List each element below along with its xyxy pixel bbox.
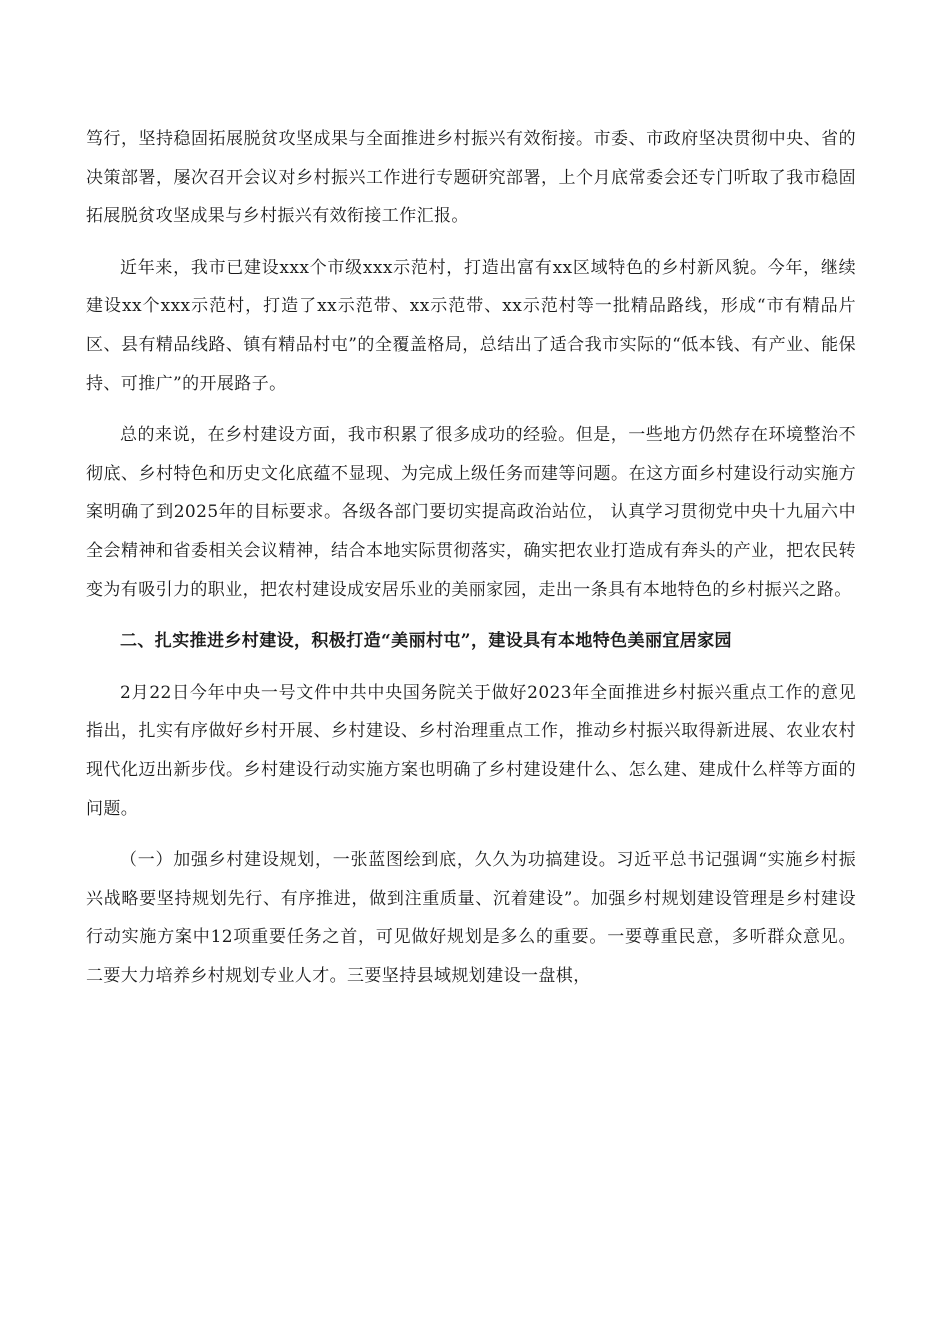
paragraph-central-document: 2月22日今年中央一号文件中共中央国务院关于做好2023年全面推进乡村振兴重点工作的意见指出，扎实有序做好乡村开展、乡村建设、乡村治理重点工作，推动乡村振兴取得新进展、农业农村现代化迈出新步伐。乡村建设行动实施方案也明确了乡村建设建什么、怎么建、建成什么样等方面的问题。	[86, 682, 856, 819]
paragraph-demonstration-villages: 近年来，我市已建设xxx个市级xxx示范村，打造出富有xx区域特色的乡村新风貌。今年，继续建设xx个xxx示范村，打造了xx示范带、xx示范带、xx示范村等一批精品路线，形成“市有精品片区、县有精品线路、镇有精品村屯”的全覆盖格局，总结出了适合我市实际的“低本钱、有产业、能保持、可推广”的开展路子。	[86, 257, 856, 394]
paragraph-summary: 总的来说，在乡村建设方面，我市积累了很多成功的经验。但是，一些地方仍然存在环境整治不彻底、乡村特色和历史文化底蕴不显现、为完成上级任务而建等问题。在这方面乡村建设行动实施方案明确了到2025年的目标要求。各级各部门要切实提高政治站位， 认真学习贯彻党中央十九届六中全会精神和省委相关会议精神，结合本地实际贯彻落实，确实把农业打造成有奔头的产业，把农民转变为有吸引力的职业，把农村建设成安居乐业的美丽家园，走出一条具有本地特色的乡村振兴之路。	[86, 425, 856, 600]
paragraph-continuation: 笃行，坚持稳固拓展脱贫攻坚成果与全面推进乡村振兴有效衔接。市委、市政府坚决贯彻中央、省的决策部署，屡次召开会议对乡村振兴工作进行专题研究部署，上个月底常委会还专门听取了我市稳固拓展脱贫攻坚成果与乡村振兴有效衔接工作汇报。	[86, 129, 856, 227]
paragraph-gap	[86, 403, 856, 416]
paragraph-gap	[86, 609, 856, 622]
paragraph-planning: （一）加强乡村建设规划，一张蓝图绘到底，久久为功搞建设。习近平总书记强调“实施乡村振兴战略要坚持规划先行、有序推进，做到注重质量、沉着建设”。加强乡村规划建设管理是乡村建设行动实施方案中12项重要任务之首，可见做好规划是多么的重要。一要尊重民意，多听群众意见。二要大力培养乡村规划专业人才。三要坚持县域规划建设一盘棋，	[86, 850, 856, 986]
paragraph-gap	[86, 236, 856, 249]
section-heading-two: 二、扎实推进乡村建设，积极打造“美丽村屯”，建设具有本地特色美丽宜居家园	[120, 631, 732, 652]
paragraph-gap	[86, 661, 856, 674]
document-page	[86, 120, 856, 995]
paragraph-gap	[86, 828, 856, 841]
